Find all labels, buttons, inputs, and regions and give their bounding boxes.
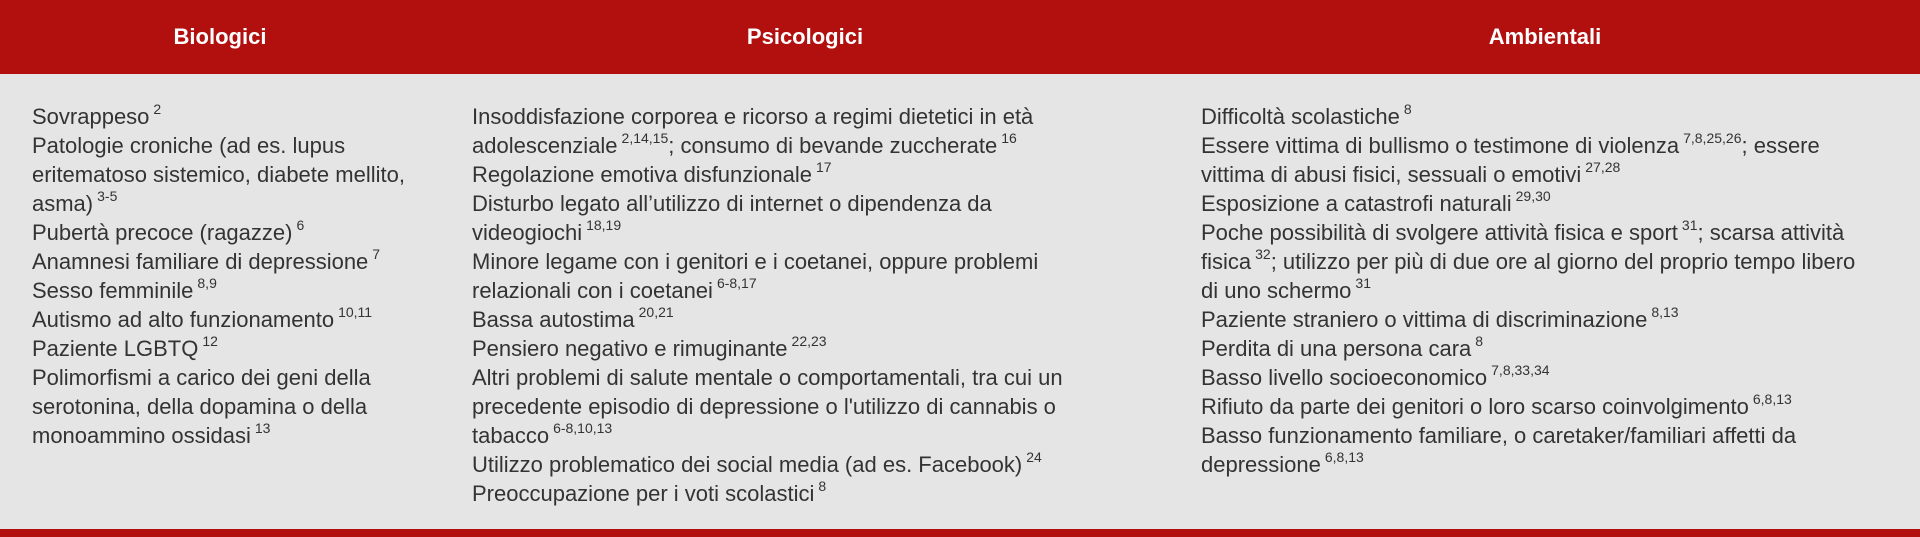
reference-superscript: 17: [816, 158, 832, 175]
item-text: Rifiuto da parte dei genitori o loro scarso coinvolgimento: [1201, 394, 1749, 419]
item-text: Anamnesi familiare di depressione: [32, 249, 369, 274]
item-text: Pensiero negativo e rimuginante: [472, 336, 788, 361]
reference-superscript: 6-8,10,13: [553, 419, 613, 436]
item-text: ; utilizzo per più di due ore al giorno del proprio tempo libero di uno schermo: [1201, 249, 1856, 303]
item-text: Esposizione a catastrofi naturali: [1201, 191, 1512, 216]
list-item: [472, 479, 1124, 508]
list-item: [1201, 218, 1861, 305]
list-item: [1201, 131, 1861, 189]
item-text: ; consumo di bevande zuccherate: [668, 133, 998, 158]
list-item: [1201, 363, 1861, 392]
item-text: Sovrappeso: [32, 104, 150, 129]
item-text: Difficoltà scolastiche: [1201, 104, 1400, 129]
reference-superscript: 29,30: [1515, 187, 1551, 204]
item-text: Insoddisfazione corporea e ricorso a regimi dietetici in età adolescenziale: [472, 104, 1034, 158]
item-text: Patologie croniche (ad es. lupus eritematoso sistemico, diabete mellito, asma): [32, 133, 405, 216]
reference-superscript: 8: [1475, 332, 1484, 349]
list-item: [32, 276, 412, 305]
item-text: Utilizzo problematico dei social media (ad es. Facebook): [472, 452, 1023, 477]
item-text: Preoccupazione per i voti scolastici: [472, 481, 815, 506]
item-text: Minore legame con i genitori e i coetanei, oppure problemi relazionali con i coetanei: [472, 249, 1039, 303]
list-item: [1201, 305, 1861, 334]
column-ambientali: [1201, 102, 1861, 479]
item-text: Pubertà precoce (ragazze): [32, 220, 293, 245]
item-text: Basso funzionamento familiare, o caretaker/familiari affetti da depressione: [1201, 423, 1797, 477]
reference-superscript: 13: [254, 419, 271, 436]
reference-superscript: 3-5: [97, 187, 118, 204]
item-text: Autismo ad alto funzionamento: [32, 307, 335, 332]
list-item: [472, 305, 1124, 334]
item-text: Altri problemi di salute mentale o comportamentali, tra cui un precedente episodio di depressione o l'utilizzo di cannabis o tabacco: [472, 365, 1063, 448]
item-text: Paziente LGBTQ: [32, 336, 199, 361]
reference-superscript: 2: [153, 100, 162, 117]
reference-superscript: 6,8,13: [1324, 448, 1364, 465]
reference-superscript: 6: [296, 216, 305, 233]
header-ambientali: Ambientali: [1488, 24, 1602, 49]
list-item: [1201, 392, 1861, 421]
list-item: [32, 334, 412, 363]
list-item: [472, 363, 1124, 450]
item-text: Disturbo legato all’utilizzo di internet o dipendenza da videogiochi: [472, 191, 992, 245]
reference-superscript: 20,21: [638, 303, 674, 320]
list-item: [472, 160, 1124, 189]
reference-superscript: 12: [202, 332, 218, 349]
table-bottom-border: [0, 529, 1920, 537]
item-text: Basso livello socioeconomico: [1201, 365, 1488, 390]
list-item: [472, 334, 1124, 363]
item-text: Paziente straniero o vittima di discriminazione: [1201, 307, 1648, 332]
reference-superscript: 8: [818, 477, 827, 494]
list-item: [472, 189, 1124, 247]
item-text: Sesso femminile: [32, 278, 194, 303]
item-text: Poche possibilità di svolgere attività fisica e sport: [1201, 220, 1678, 245]
reference-superscript: 7: [372, 245, 381, 262]
list-item: [472, 450, 1124, 479]
list-item: [32, 102, 412, 131]
reference-superscript: 22,23: [791, 332, 827, 349]
reference-superscript: 7,8,33,34: [1491, 361, 1550, 378]
reference-superscript: 32: [1255, 245, 1271, 262]
list-item: [1201, 189, 1861, 218]
column-psicologici: [472, 102, 1124, 508]
item-text: ; scarsa attività fisica: [1201, 220, 1845, 274]
reference-superscript: 8,13: [1651, 303, 1679, 320]
header-biologici: Biologici: [173, 24, 267, 49]
item-text: Perdita di una persona cara: [1201, 336, 1472, 361]
list-item: [1201, 421, 1861, 479]
list-item: [472, 247, 1124, 305]
reference-superscript: 27,28: [1585, 158, 1621, 175]
list-item: [32, 247, 412, 276]
item-text: Bassa autostima: [472, 307, 635, 332]
reference-superscript: 16: [1001, 129, 1017, 146]
reference-superscript: 31: [1355, 274, 1371, 291]
reference-superscript: 7,8,25,26: [1683, 129, 1742, 146]
header-psicologici: Psicologici: [746, 24, 864, 49]
list-item: [32, 131, 412, 218]
list-item: [1201, 102, 1861, 131]
item-text: ; essere vittima di abusi fisici, sessuali o emotivi: [1201, 133, 1820, 187]
reference-superscript: 6,8,13: [1752, 390, 1792, 407]
reference-superscript: 18,19: [586, 216, 622, 233]
reference-superscript: 8,9: [197, 274, 217, 291]
reference-superscript: 6-8,17: [716, 274, 757, 291]
table-header: [0, 0, 1920, 74]
reference-superscript: 8: [1403, 100, 1412, 117]
list-item: [32, 305, 412, 334]
item-text: Regolazione emotiva disfunzionale: [472, 162, 812, 187]
item-text: Essere vittima di bullismo o testimone di violenza: [1201, 133, 1680, 158]
reference-superscript: 2,14,15: [621, 129, 669, 146]
reference-superscript: 24: [1026, 448, 1042, 465]
list-item: [472, 102, 1124, 160]
column-biologici: [32, 102, 412, 450]
list-item: [32, 218, 412, 247]
list-item: [1201, 334, 1861, 363]
list-item: [32, 363, 412, 450]
reference-superscript: 10,11: [338, 303, 373, 320]
item-text: Polimorfismi a carico dei geni della serotonina, della dopamina o della monoammino ossidasi: [32, 365, 371, 448]
reference-superscript: 31: [1681, 216, 1698, 233]
